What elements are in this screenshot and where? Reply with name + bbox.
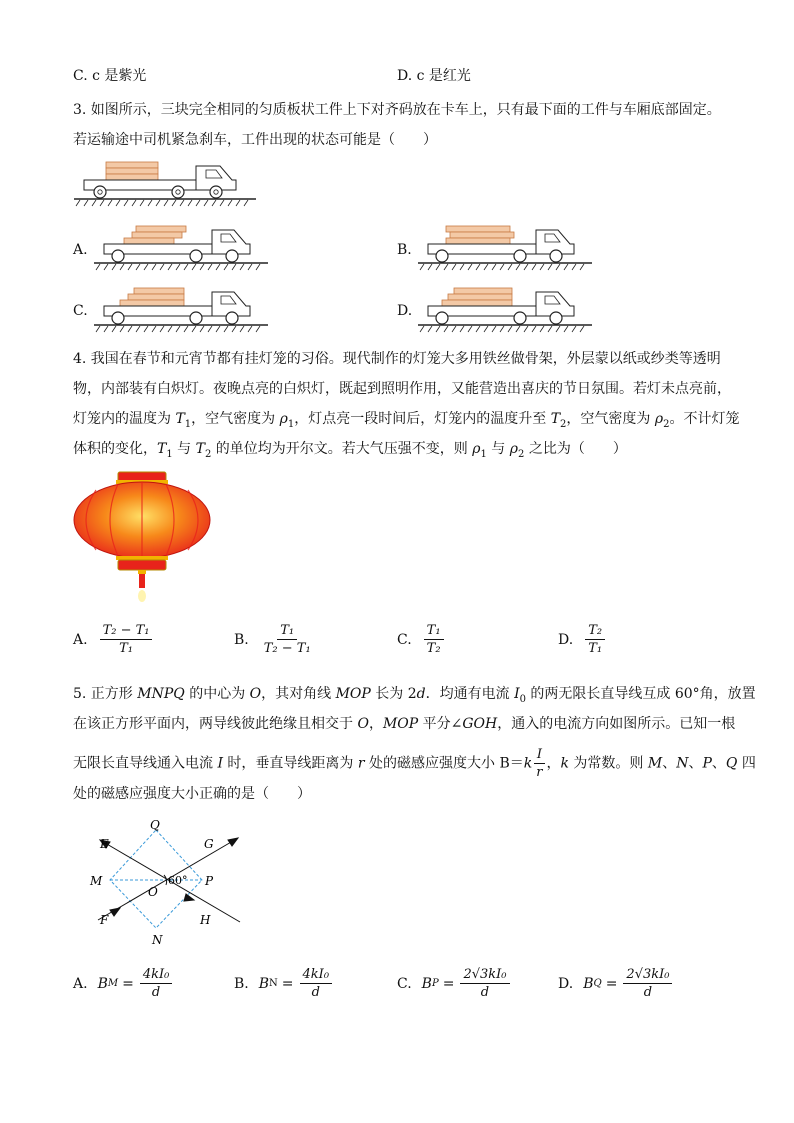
wire-square-diagram	[70, 814, 250, 948]
square-outline	[110, 830, 202, 928]
fraction: $\frac{I}{r}$	[533, 746, 545, 781]
truck-option-b	[416, 222, 596, 274]
q2-option-c: C. c 是紫光	[73, 68, 147, 84]
q2-option-d: D. c 是红光	[397, 68, 471, 84]
fraction: $\frac{\text{4kI₀}}{d}$	[300, 966, 333, 1001]
q5-option-d: D. B Q = $\frac{\text{2√3kI₀}}{d}$	[558, 966, 674, 1001]
q3-option-b-label: B.	[397, 242, 412, 258]
label-f: F	[100, 913, 109, 927]
fraction: $\frac{\text{T₂}}{\text{T₁}}$	[585, 622, 605, 657]
label-n: N	[152, 933, 163, 947]
q3-stem-line2: 若运输途中司机紧急刹车，工件出现的状态可能是（ ）	[73, 132, 437, 148]
fraction: $\frac{\text{T₁}}{\text{T₂}}$	[424, 622, 444, 657]
truck-figure	[70, 158, 260, 210]
lantern-image	[72, 470, 212, 606]
q3-option-d-label: D.	[397, 303, 413, 319]
q4-stem-line2: 物，内部装有白炽灯。夜晚点亮的白炽灯，既起到照明作用，又能营造出喜庆的节日氛围。若灯未点亮前，	[73, 381, 731, 397]
q5-stem-line2: 在该正方形平面内，两导线彼此绝缘且相交于 O，MOP 平分∠GOH，通入的电流方向如图所示。已知一根	[73, 716, 736, 732]
label-g: G	[204, 837, 214, 851]
truck-option-c	[92, 284, 272, 336]
q5-stem-line1: 5. 正方形 MNPQ 的中心为 O，其对角线 MOP 长为 2d．均通有电流 $I_0$ 的两无限长直导线互成 60°角，放置	[73, 686, 756, 705]
fraction: $\frac{\text{T₁}}{\text{T₂ − T₁}}$	[263, 623, 311, 656]
q4-option-a: A. $\frac{\text{T₂ − T₁}}{\text{T₁}}$	[73, 622, 154, 657]
q4-option-d: D. $\frac{\text{T₂}}{\text{T₁}}$	[558, 622, 607, 657]
q4-option-c: C. $\frac{\text{T₁}}{\text{T₂}}$	[397, 622, 446, 657]
label-m: M	[90, 874, 103, 888]
truck-main	[74, 162, 256, 206]
label-o: O	[148, 885, 158, 899]
q5-stem-line3: 无限长直导线通入电流 I 时，垂直导线距离为 r 处的磁感应强度大小 B＝k $\frac{I}{r}$ ，k 为常数。则 M、N、P、Q 四	[73, 747, 756, 780]
label-q: Q	[150, 818, 160, 832]
fraction: $\frac{\text{4kI₀}}{d}$	[140, 966, 173, 1001]
q4-stem-line1: 4. 我国在春节和元宵节都有挂灯笼的习俗。现代制作的灯笼大多用铁丝做骨架，外层蒙以纸或纱类等透明	[73, 351, 721, 367]
truck-option-a	[92, 222, 272, 274]
label-h: H	[200, 913, 211, 927]
q3-option-a-label: A.	[73, 242, 88, 258]
q5-option-b: B. B N = $\frac{\text{4kI₀}}{d}$	[234, 966, 334, 1001]
q5-stem-line4: 处的磁感应强度大小正确的是（ ）	[73, 786, 311, 802]
q4-stem-line4: 体积的变化，$T_1$ 与 $T_2$ 的单位均为开尔文。若大气压强不变，则 $\rho_1$ 与 $\rho_2$ 之比为（ ）	[73, 441, 627, 460]
fraction: $\frac{\text{2√3kI₀}}{d}$	[460, 966, 509, 1001]
q3-stem-line1: 3. 如图所示，三块完全相同的匀质板状工件上下对齐码放在卡车上，只有最下面的工件与车厢底部固定。	[73, 102, 721, 118]
q4-stem-line3: 灯笼内的温度为 $T_1$，空气密度为 $\rho_1$，灯点亮一段时间后，灯笼内的温度升至 $T_2$，空气密度为 $\rho_2$。不计灯笼	[73, 411, 740, 430]
label-e: E	[100, 837, 109, 851]
fraction: $\frac{\text{T₂ − T₁}}{\text{T₁}}$	[100, 622, 153, 657]
fraction: $\frac{\text{2√3kI₀}}{d}$	[623, 966, 672, 1001]
q4-option-b: B. $\frac{\text{T₁}}{\text{T₂ − T₁}}$	[234, 622, 316, 657]
label-angle: 60°	[168, 874, 188, 887]
q5-option-a: A. B M = $\frac{\text{4kI₀}}{d}$	[73, 966, 174, 1001]
label-p: P	[205, 874, 214, 888]
truck-option-d	[416, 284, 596, 336]
q3-option-c-label: C.	[73, 303, 88, 319]
q5-option-c: C. B P = $\frac{\text{2√3kI₀}}{d}$	[397, 966, 512, 1001]
